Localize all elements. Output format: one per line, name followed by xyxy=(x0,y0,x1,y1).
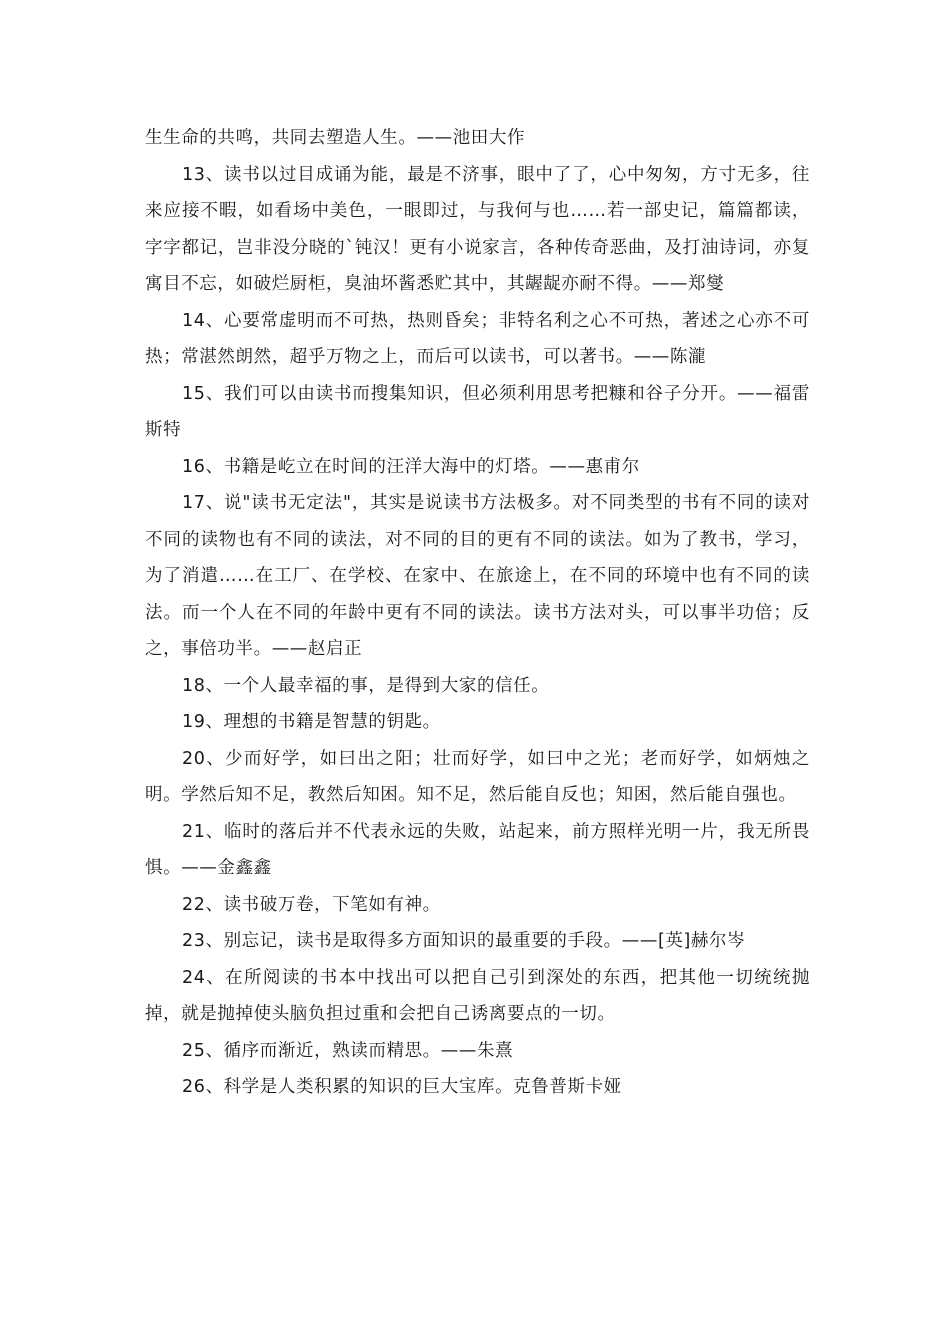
paragraph-19: 19、理想的书籍是智慧的钥匙。 xyxy=(182,712,441,732)
paragraph-14: 14、心要常虚明而不可热，热则昏矣；非特名利之心不可热，著述之心亦不可热；常湛然朗然，超乎万物之上，而后可以读书，可以著书。——陈瀧 xyxy=(145,310,810,367)
paragraph-21: 21、临时的落后并不代表永远的失败，站起来，前方照样光明一片，我无所畏惧。——金鑫鑫 xyxy=(145,821,810,878)
paragraph-20: 20、少而好学，如曰出之阳；壮而好学，如曰中之光；老而好学，如炳烛之明。学然后知不足，教然后知困。知不足，然后能自反也；知困，然后能自强也。 xyxy=(145,748,810,805)
paragraph-24: 24、在所阅读的书本中找出可以把自己引到深处的东西，把其他一切统统抛掉，就是抛掉使头脑负担过重和会把自己诱离要点的一切。 xyxy=(145,967,810,1024)
paragraph-22: 22、读书破万卷，下笔如有神。 xyxy=(182,894,441,915)
paragraph-25: 25、循序而渐近，熟读而精思。——朱熹 xyxy=(182,1040,514,1061)
paragraph-23: 23、别忘记，读书是取得多方面知识的最重要的手段。——[英]赫尔岑 xyxy=(182,931,746,951)
paragraph-16: 16、书籍是屹立在时间的汪洋大海中的灯塔。——惠甫尔 xyxy=(182,456,640,477)
paragraph-26: 26、科学是人类积累的知识的巨大宝库。克鲁普斯卡娅 xyxy=(182,1077,622,1097)
paragraph-18: 18、一个人最幸福的事，是得到大家的信任。 xyxy=(182,675,550,696)
paragraph-17: 17、说"读书无定法"，其实是说读书方法极多。对不同类型的书有不同的读对不同的读物也有不同的读法，对不同的目的更有不同的读法。如为了教书，学习，为了消遣……在工厂、在学校、在家中、在旅途上，在不同的环境中也有不同的读法。而一个人在不同的年龄中更有不同的读法。读书方法对头，可以事半功倍；反之，事倍功半。——赵启正 xyxy=(145,493,810,659)
paragraph-13: 13、读书以过目成诵为能，最是不济事，眼中了了，心中匆匆，方寸无多，往来应接不暇，如看场中美色，一眼即过，与我何与也……若一部史记，篇篇都读，字字都记，岂非没分晓的`钝汉！更有小说家言，各种传奇恶曲，及打油诗词，亦复寓目不忘，如破烂厨柜，臭油坏酱悉贮其中，其龌龊亦耐不得。——郑燮 xyxy=(145,164,810,294)
paragraph-continuation: 生生命的共鸣，共同去塑造人生。——池田大作 xyxy=(145,128,526,148)
paragraph-15: 15、我们可以由读书而搜集知识，但必须利用思考把糠和谷子分开。——福雷斯特 xyxy=(145,383,810,440)
document-body xyxy=(145,120,810,1106)
